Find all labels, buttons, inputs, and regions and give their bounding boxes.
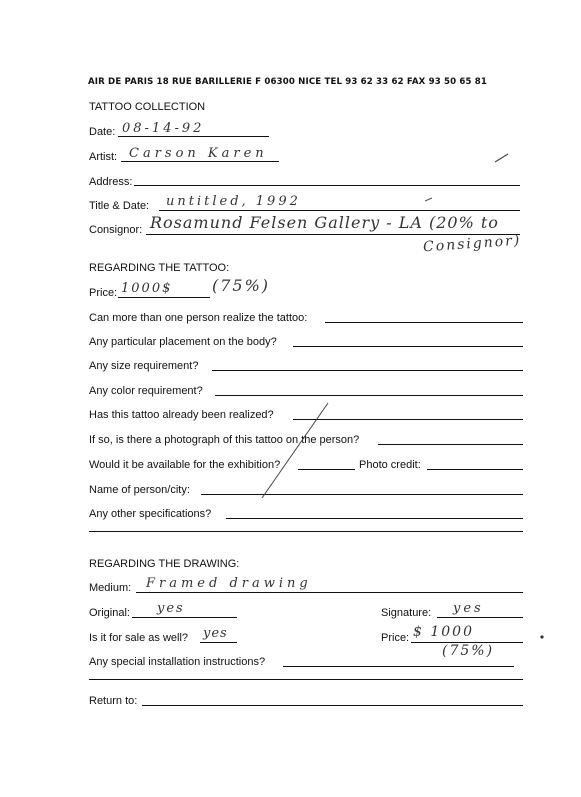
for-sale-line xyxy=(200,642,237,643)
q-placement-line[interactable] xyxy=(293,346,523,347)
tattoo-price-value[interactable]: 1000$ xyxy=(121,281,173,296)
signature-label: Signature: xyxy=(381,607,432,619)
medium-line xyxy=(136,592,523,593)
title-date-value[interactable]: untitled, 1992 xyxy=(166,194,301,209)
q-more-than-one-line[interactable] xyxy=(325,322,523,323)
photo-credit-label: Photo credit: xyxy=(359,459,421,471)
consignor-value-line2: Consignor) xyxy=(422,232,522,256)
pen-dash-mark xyxy=(425,198,432,201)
signature-line xyxy=(437,617,523,618)
title-date-label: Title & Date: xyxy=(89,200,150,212)
date-value[interactable]: 08-14-92 xyxy=(122,121,205,136)
q-other-specs-line[interactable] xyxy=(226,518,523,519)
artist-label: Artist: xyxy=(89,151,118,163)
original-line xyxy=(132,617,237,618)
date-line xyxy=(118,136,269,137)
pen-tick-mark xyxy=(495,154,508,162)
q-other-specs-line-2[interactable] xyxy=(89,531,523,532)
photo-credit-line[interactable] xyxy=(427,469,523,470)
q-more-than-one-label: Can more than one person realize the tattoo: xyxy=(89,312,308,324)
consignor-label: Consignor: xyxy=(89,224,143,236)
q-person-city-label: Name of person/city: xyxy=(89,484,190,496)
pen-dot-mark xyxy=(540,635,543,638)
original-label: Original: xyxy=(89,607,130,619)
return-to-label: Return to: xyxy=(89,695,138,707)
address-line xyxy=(134,185,520,186)
q-exhibition-label: Would it be available for the exhibition? xyxy=(89,459,281,471)
q-placement-label: Any particular placement on the body? xyxy=(89,336,277,348)
date-label: Date: xyxy=(89,126,116,138)
letterhead: AIR DE PARIS 18 RUE BARILLERIE F 06300 NICE TEL 93 62 33 62 FAX 93 50 65 81 xyxy=(88,77,488,87)
q-size-line[interactable] xyxy=(212,370,523,371)
tattoo-section-heading: REGARDING THE TATTOO: xyxy=(89,262,230,274)
tattoo-price-note: (75%) xyxy=(212,276,271,295)
consignor-line xyxy=(146,234,520,235)
form-title: TATTOO COLLECTION xyxy=(89,101,206,113)
address-label: Address: xyxy=(89,176,133,188)
q-person-city-line[interactable] xyxy=(201,494,523,495)
tattoo-price-label: Price: xyxy=(89,287,118,299)
title-date-line xyxy=(159,210,520,211)
installation-line-2[interactable] xyxy=(89,679,523,680)
artist-value[interactable]: Carson Karen xyxy=(129,146,268,161)
q-exhibition-line[interactable] xyxy=(298,469,355,470)
consignor-value[interactable]: Rosamund Felsen Gallery - LA (20% to xyxy=(150,213,499,232)
drawing-section-heading: REGARDING THE DRAWING: xyxy=(89,558,240,570)
q-color-line[interactable] xyxy=(215,395,523,396)
drawing-price-note: (75%) xyxy=(442,643,495,659)
q-photograph-line[interactable] xyxy=(378,444,523,445)
for-sale-value[interactable]: yes xyxy=(203,626,228,641)
installation-line[interactable] xyxy=(283,666,514,667)
tattoo-price-line xyxy=(118,297,210,298)
artist-line xyxy=(121,161,279,162)
for-sale-label: Is it for sale as well? xyxy=(89,632,189,644)
q-color-label: Any color requirement? xyxy=(89,385,203,397)
q-photograph-label: If so, is there a photograph of this tattoo on the person? xyxy=(89,434,360,446)
q-realized-label: Has this tattoo already been realized? xyxy=(89,409,274,421)
q-size-label: Any size requirement? xyxy=(89,360,199,372)
drawing-price-label: Price: xyxy=(381,632,410,644)
medium-value[interactable]: Framed drawing xyxy=(146,576,312,591)
installation-label: Any special installation instructions? xyxy=(89,656,266,668)
q-realized-line[interactable] xyxy=(293,419,523,420)
medium-label: Medium: xyxy=(89,582,132,594)
signature-value[interactable]: yes xyxy=(453,601,484,616)
original-value[interactable]: yes xyxy=(157,601,185,616)
drawing-price-value[interactable]: $ 1000 xyxy=(413,624,474,640)
q-other-specs-label: Any other specifications? xyxy=(89,508,212,520)
return-to-line xyxy=(142,705,523,706)
